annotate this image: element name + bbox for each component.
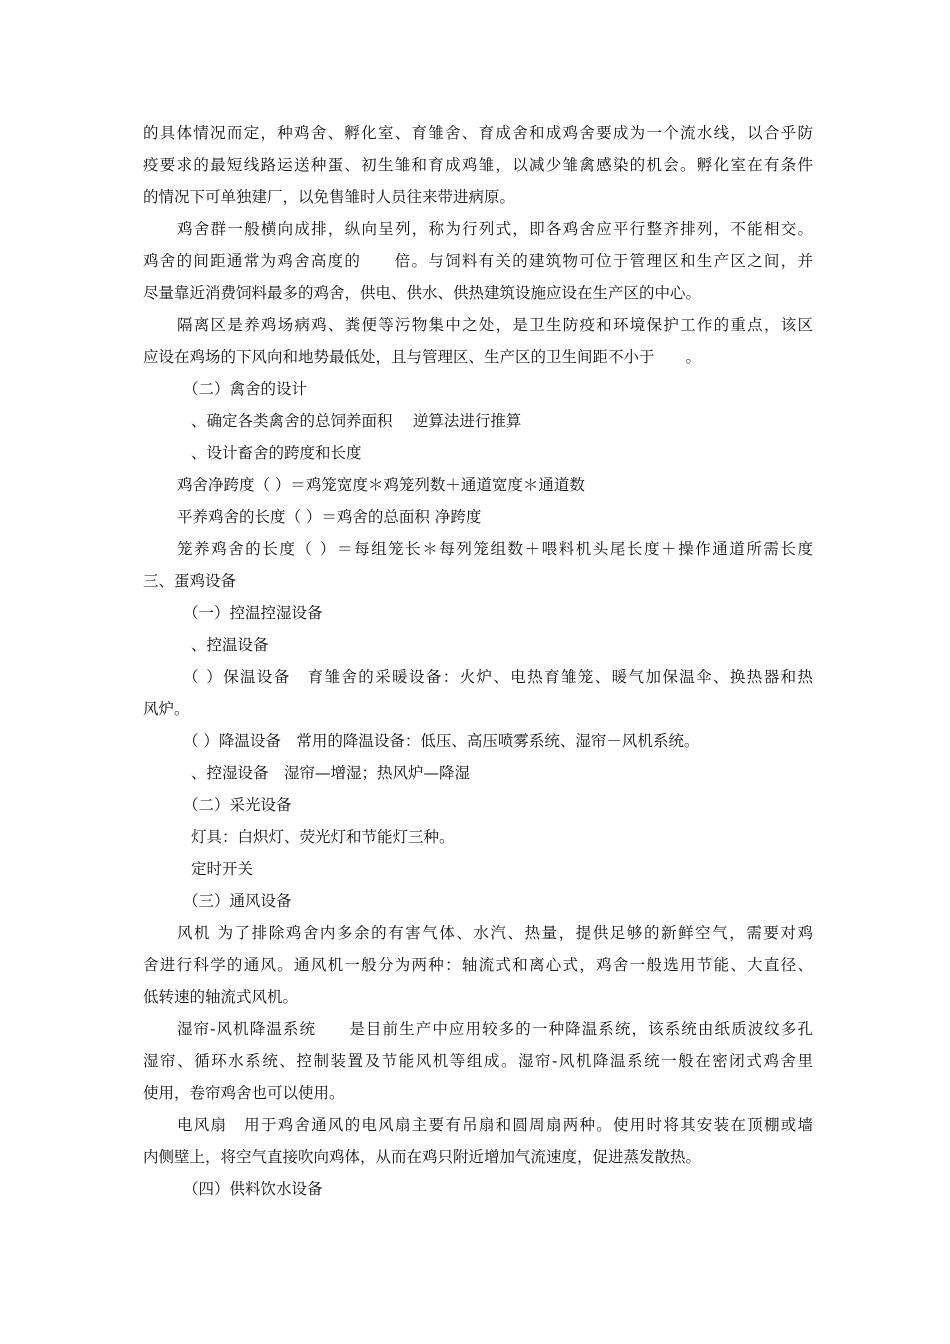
text-line: （ ）降温设备 常用的降温设备：低压、高压喷雾系统、湿帘－风机系统。	[183, 732, 700, 750]
text-line: 风炉。	[143, 700, 190, 718]
text-line: 风机 为了排除鸡舍内多余的有害气体、水汽、热量，提供足够的新鲜空气，需要对鸡	[177, 924, 813, 942]
text-line: 、设计畜舍的跨度和长度	[191, 444, 362, 462]
text-line: 三、蛋鸡设备	[143, 572, 237, 590]
text-line: （四）供料饮水设备	[183, 1180, 323, 1198]
text-line: （三）通风设备	[183, 892, 292, 910]
text-line: 灯具：白炽灯、荧光灯和节能灯三种。	[191, 828, 455, 846]
text-line: 鸡舍群一般横向成排，纵向呈列，称为行列式，即各鸡舍应平行整齐排列，不能相交。	[177, 220, 813, 238]
text-line: 定时开关	[191, 860, 254, 878]
text-line: 笼养鸡舍的长度（ ）＝每组笼长＊每列笼组数＋喂料机头尾长度＋操作通道所需长度	[177, 540, 813, 558]
text-line: 隔离区是养鸡场病鸡、粪便等污物集中之处，是卫生防疫和环境保护工作的重点，该区	[177, 316, 813, 334]
text-line: 的具体情况而定，种鸡舍、孵化室、育雏舍、育成舍和成鸡舍要成为一个流水线，以合乎防	[143, 124, 813, 142]
text-line: 鸡舍的间距通常为鸡舍高度的 倍。与饲料有关的建筑物可位于管理区和生产区之间，并	[143, 252, 813, 270]
text-line: 湿帘、循环水系统、控制装置及节能风机等组成。湿帘-风机降温系统一般在密闭式鸡舍里	[143, 1052, 813, 1070]
text-line: 电风扇 用于鸡舍通风的电风扇主要有吊扇和圆周扇两种。使用时将其安装在顶棚或墙	[177, 1116, 813, 1134]
text-line: 鸡舍净跨度（ ）＝鸡笼宽度＊鸡笼列数＋通道宽度＊通道数	[177, 476, 585, 494]
text-line: 、控湿设备 湿帘—增湿；热风炉—降湿	[191, 764, 471, 782]
text-line: 使用，卷帘鸡舍也可以使用。	[143, 1084, 345, 1102]
text-line: 平养鸡舍的长度（ ）＝鸡舍的总面积 净跨度	[177, 508, 482, 526]
text-line: 、控温设备	[191, 636, 269, 654]
text-line: 内侧壁上，将空气直接吹向鸡体，从而在鸡只附近增加气流速度，促进蒸发散热。	[143, 1148, 702, 1166]
text-line: 尽量靠近消费饲料最多的鸡舍，供电、供水、供热建筑设施应设在生产区的中心。	[143, 284, 702, 302]
text-line: 应设在鸡场的下风向和地势最低处，且与管理区、生产区的卫生间距不小于 。	[143, 348, 702, 366]
text-line: 低转速的轴流式风机。	[143, 988, 299, 1006]
text-line: （一）控温控湿设备	[183, 604, 323, 622]
text-line: 、确定各类禽舍的总饲养面积 逆算法进行推算	[191, 412, 522, 430]
text-line: 湿帘-风机降温系统 是目前生产中应用较多的一种降温系统，该系统由纸质波纹多孔	[177, 1020, 813, 1038]
text-line: （二）采光设备	[183, 796, 292, 814]
text-line: 疫要求的最短线路运送种蛋、初生雏和育成鸡雏，以减少雏禽感染的机会。孵化室在有条件	[143, 156, 813, 174]
document-body	[143, 117, 813, 1205]
text-line: （二）禽舍的设计	[183, 380, 308, 398]
text-line: 的情况下可单独建厂，以免售雏时人员往来带进病原。	[143, 188, 516, 206]
text-line: （ ）保温设备 育雏舍的采暖设备：火炉、电热育雏笼、暖气加保温伞、换热器和热	[183, 668, 813, 686]
text-line: 舍进行科学的通风。通风机一般分为两种：轴流式和离心式，鸡舍一般选用节能、大直径、	[143, 956, 813, 974]
